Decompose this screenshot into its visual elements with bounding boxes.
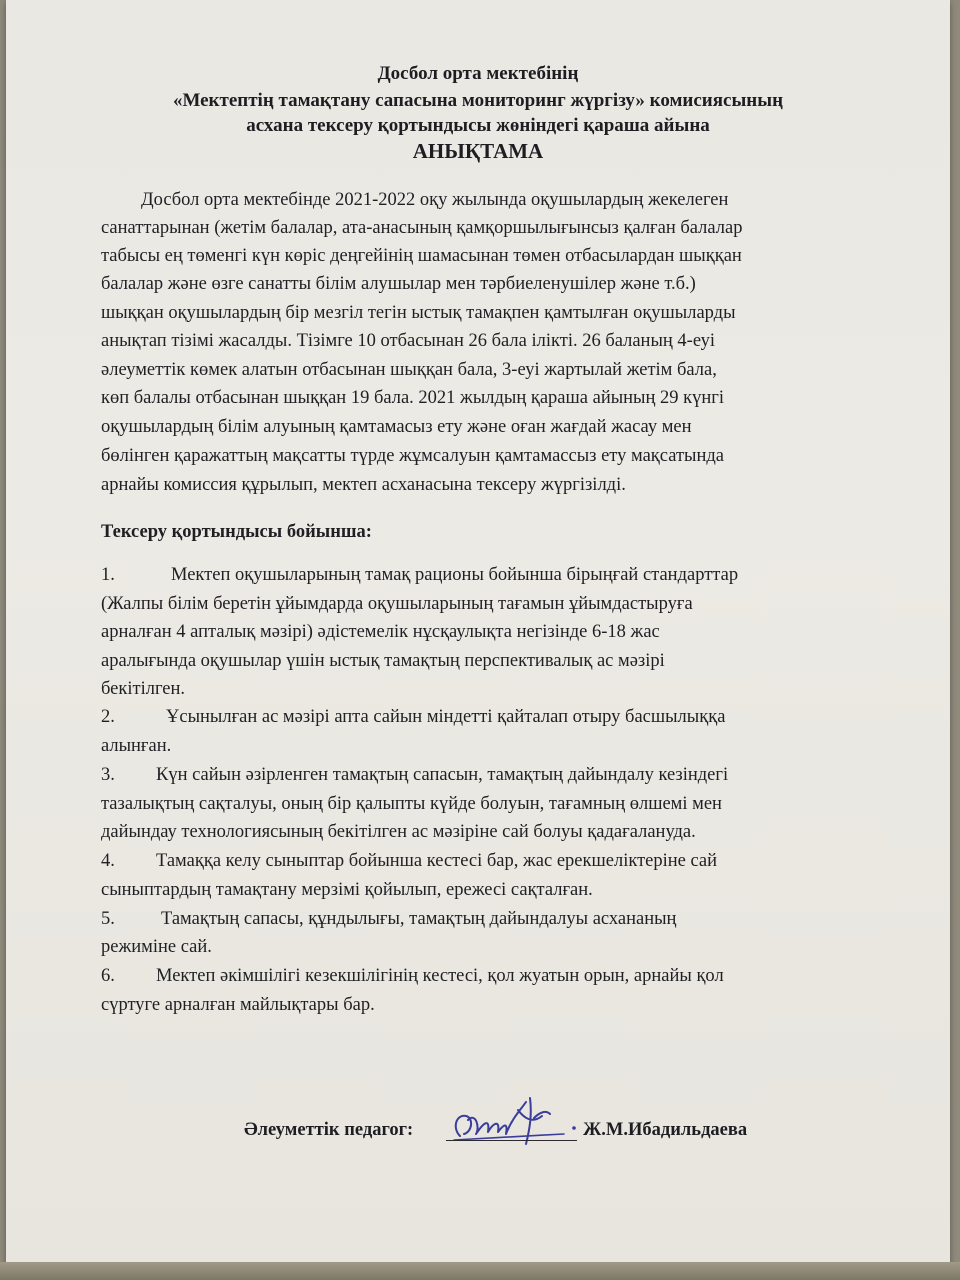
item-line: Тамаққа келу сыныптар бойынша кестесі бар, жас ерекшеліктеріне сай bbox=[156, 851, 718, 871]
intro-line: балалар және өзге санатты білім алушылар мен тәрбиеленушілер және т.б.) bbox=[101, 274, 696, 294]
item-line: бекітілген. bbox=[101, 679, 186, 699]
intro-line: көп балалы отбасынан шыққан 19 бала. 2021 жылдың қараша айының 29 күнгі bbox=[101, 388, 724, 408]
header-subject: асхана тексеру қортындысы жөніндегі қараша айына bbox=[246, 115, 710, 136]
signature-name: Ж.М.Ибадильдаева bbox=[583, 1120, 748, 1140]
item-number: 4. bbox=[101, 851, 115, 871]
intro-line: бөлінген қаражаттың мақсатты түрде жұмсалуын қамтамассыз ету мақсатында bbox=[101, 446, 724, 466]
intro-line: әлеуметтік көмек алатын отбасынан шыққан бала, 3-еуі жартылай жетім бала, bbox=[101, 360, 717, 380]
intro-line: шыққан оқушылардың бір мезгіл тегін ыстық тамақпен қамтылған оқушыларды bbox=[101, 303, 736, 323]
intro-line: анықтап тізімі жасалды. Тізімге 10 отбасынан 26 бала ілікті. 26 баланың 4-еуі bbox=[101, 331, 715, 351]
signature-line bbox=[446, 1140, 577, 1141]
item-line: сүртуге арналған майлықтары бар. bbox=[101, 995, 375, 1015]
item-line: сыныптардың тамақтану мерзімі қойылып, ережесі сақталған. bbox=[101, 880, 593, 900]
handwritten-signature bbox=[446, 1088, 586, 1158]
intro-line: санаттарынан (жетім балалар, ата-анасының қамқоршылығынсыз қалған балалар bbox=[101, 218, 743, 238]
paper-sheet bbox=[6, 0, 950, 1268]
intro-line: оқушылардың білім алуының қамтамасыз ету және оған жағдай жасау мен bbox=[101, 417, 692, 437]
intro-line: Досбол орта мектебінде 2021-2022 оқу жылында оқушылардың жекелеген bbox=[141, 190, 729, 210]
item-number: 3. bbox=[101, 765, 115, 785]
item-number: 2. bbox=[101, 707, 115, 727]
table-surface bbox=[0, 1262, 960, 1280]
results-subheading: Тексеру қортындысы бойынша: bbox=[101, 522, 372, 542]
item-number: 5. bbox=[101, 909, 115, 929]
item-number: 6. bbox=[101, 966, 115, 986]
document-title: АНЫҚТАМА bbox=[412, 139, 544, 163]
item-line: (Жалпы білім беретін ұйымдарда оқушыларының тағамын ұйымдастыруға bbox=[101, 594, 693, 614]
signature-label: Әлеуметтік педагог: bbox=[244, 1120, 414, 1140]
item-line: алынған. bbox=[101, 736, 172, 756]
item-line: арналған 4 апталық мәзірі) әдістемелік нұсқаулықта негізінде 6-18 жас bbox=[101, 622, 660, 642]
intro-line: арнайы комиссия құрылып, мектеп асханасына тексеру жүргізілді. bbox=[101, 475, 626, 495]
item-line: Күн сайын әзірленген тамақтың сапасын, тамақтың дайындалу кезіндегі bbox=[156, 765, 729, 785]
item-line: Ұсынылған ас мәзірі апта сайын міндетті қайталап отыру басшылыққа bbox=[166, 707, 726, 727]
header-commission: «Мектептің тамақтану сапасына мониторинг жүргізу» комисиясының bbox=[172, 90, 784, 111]
item-number: 1. bbox=[101, 565, 115, 585]
item-line: тазалықтың сақталуы, оның бір қалыпты күйде болуын, тағамның өлшемі мен bbox=[101, 794, 722, 814]
intro-line: табысы ең төменгі күн көріс деңгейінің шамасынан төмен отбасылардан шыққан bbox=[101, 246, 742, 266]
header-school: Досбол орта мектебінің bbox=[377, 63, 579, 84]
item-line: режиміне сай. bbox=[101, 937, 212, 957]
item-line: Тамақтың сапасы, құндылығы, тамақтың дайындалуы асхананың bbox=[161, 909, 677, 929]
item-line: Мектеп әкімшілігі кезекшілігінің кестесі, қол жуатын орын, арнайы қол bbox=[156, 966, 724, 986]
item-line: Мектеп оқушыларының тамақ рационы бойынша бірыңғай стандарттар bbox=[171, 565, 739, 585]
item-line: дайындау технологиясының бекітілген ас мәзіріне сай болуы қадағалануда. bbox=[101, 822, 696, 842]
item-line: аралығында оқушылар үшін ыстық тамақтың перспективалық ас мәзірі bbox=[101, 651, 665, 671]
